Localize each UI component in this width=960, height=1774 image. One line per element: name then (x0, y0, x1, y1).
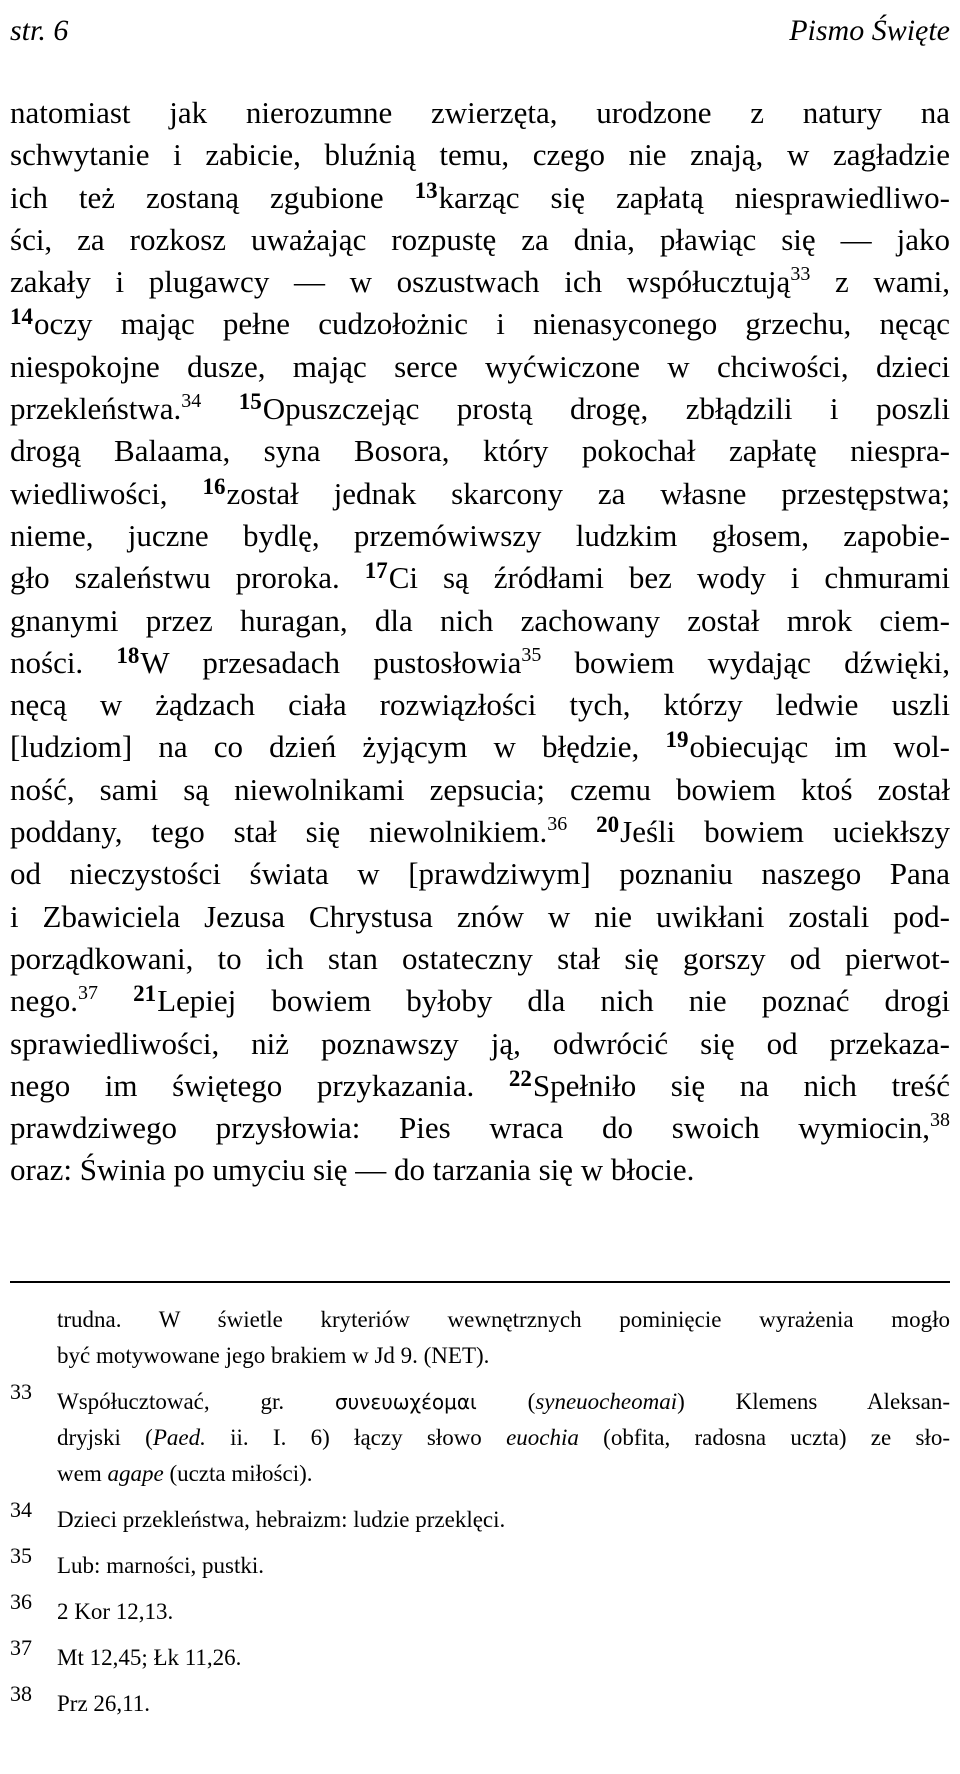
footnote-continuation (10, 1302, 950, 1374)
footnote-ref: 38 (930, 1109, 950, 1132)
book-title: Pismo Święte (789, 14, 950, 47)
verse-number: 20 (596, 812, 620, 838)
footnote-ref: 35 (521, 643, 542, 666)
text-run: został jednak skarcony za własne przestępstwa; (226, 475, 950, 511)
text-run: i Zbawiciela Jezusa Chrystusa znów w nie uwikłani zostali pod- (10, 898, 950, 934)
text-line (10, 134, 950, 176)
footnote-ref: 36 (547, 813, 568, 836)
verse-number: 14 (10, 304, 33, 330)
text-line (10, 811, 950, 853)
text-line (10, 92, 950, 134)
space (201, 391, 238, 426)
text-run: sprawiedliwości, niż poznawszy ją, odwrócić się od przekaza- (10, 1025, 950, 1061)
text-line (10, 346, 950, 388)
footnote-line: Współucztować, gr. συνευωχέομαι (syneuocheomai) Klemens Aleksan- (57, 1389, 950, 1414)
text-line (10, 726, 950, 768)
footnote-text: 2 Kor 12,13. (57, 1599, 174, 1624)
text-line (10, 177, 950, 219)
text-run: Lepiej bowiem byłoby dla nich nie poznać drogi (157, 983, 950, 1019)
text-run: gło szaleństwu proroka. (10, 560, 365, 596)
text-run: wiedliwości, (10, 475, 203, 511)
text-run: gnanymi przez huragan, dla nich zachowany został mrok ciem- (10, 602, 950, 638)
text-run: drogą Balaama, syna Bosora, który pokochał zapłatę niespra- (10, 433, 950, 469)
footnote-34 (10, 1497, 950, 1538)
text-line (10, 938, 950, 980)
verse-number: 13 (414, 177, 438, 203)
text-line (10, 853, 950, 895)
verse-number: 17 (364, 558, 388, 584)
verse-number: 18 (116, 642, 140, 668)
text-run: Jeśli bowiem uciekłszy (620, 814, 951, 850)
text-line (10, 515, 950, 557)
footnote-number: 33 (10, 1379, 32, 1404)
text-line (10, 557, 950, 599)
footnote-ref: 33 (790, 263, 811, 286)
text-run: nego. (10, 983, 79, 1019)
page-header (10, 14, 950, 54)
text-line (10, 1023, 950, 1065)
text-run: ści, za rozkosz uważając rozpustę za dnia, pławiąc się — jako (10, 221, 950, 257)
text-run: nęcą w żądzach ciała rozwiązłości tych, którzy ledwie uszli (10, 687, 950, 723)
text-run: karząc się zapłatą niesprawiedliwo- (438, 179, 950, 215)
text-line (10, 388, 950, 430)
text-run: zakały i plugawcy — w oszustwach ich współucztują (10, 264, 791, 300)
text-line (10, 980, 950, 1022)
text-run: niespokojne dusze, mając serce wyćwiczone w chciwości, dzieci (10, 348, 950, 384)
text-run: od nieczystości świata w [prawdziwym] poznaniu naszego Pana (10, 856, 950, 892)
footnote-number: 36 (10, 1589, 32, 1614)
text-line (10, 684, 950, 726)
text-run: ności. (10, 644, 117, 680)
footnote-line: wem agape (uczta miłości). (57, 1461, 313, 1486)
text-run: przekleństwa. (10, 391, 182, 427)
footnotes (10, 1302, 950, 1732)
text-run: nego im świętego przykazania. (10, 1067, 509, 1103)
text-line (10, 1065, 950, 1107)
footnote-number: 38 (10, 1681, 32, 1706)
text-run: ich też zostaną zgubione (10, 179, 415, 215)
footnote-divider (10, 1281, 950, 1283)
text-run: z wami, (810, 264, 950, 300)
text-run: ność, sami są niewolnikami zepsucia; czemu bowiem ktoś został (10, 771, 950, 807)
footnote-number: 34 (10, 1497, 32, 1522)
text-line (10, 473, 950, 515)
text-run: natomiast jak nierozumne zwierzęta, urodzone z natury na (10, 95, 950, 130)
text-run: bowiem wydając dźwięki, (541, 644, 951, 680)
footnote-text: Dzieci przekleństwa, hebraizm: ludzie przeklęci. (57, 1507, 506, 1532)
text-line (10, 642, 950, 684)
footnote-37 (10, 1635, 950, 1676)
verse-number: 19 (665, 727, 689, 753)
footnote-35 (10, 1543, 950, 1584)
verse-number: 16 (202, 473, 226, 499)
text-run: porządkowani, to ich stan ostateczny stał się gorszy od pierwot- (10, 940, 950, 976)
text-run: [ludziom] na co dzień żyjącym w błędzie, (10, 729, 666, 765)
text-line (10, 600, 950, 642)
text-run: oczy mając pełne cudzołożnic i nienasyconego grzechu, nęcąc (34, 306, 950, 342)
greek-word: συνευωχέομαι (334, 1390, 477, 1414)
footnote-number: 35 (10, 1543, 32, 1568)
text-run: oraz: Świnia po umyciu się — do tarzania się w błocie. (10, 1152, 695, 1188)
footnote-36 (10, 1589, 950, 1630)
text-line (10, 303, 950, 345)
text-run: nieme, juczne bydlę, przemówiwszy ludzkim głosem, zapobie- (10, 517, 950, 553)
footnote-38 (10, 1681, 950, 1722)
footnote-line: dryjski (Paed. ii. I. 6) łączy słowo euochia (obfita, radosna uczta) ze sło- (57, 1425, 950, 1450)
text-run: poddany, tego stał się niewolnikiem. (10, 814, 548, 850)
verse-number: 15 (238, 389, 262, 415)
footnote-text: Lub: marności, pustki. (57, 1553, 264, 1578)
verse-number: 22 (508, 1065, 532, 1091)
footnote-ref: 34 (181, 390, 202, 413)
footnote-number: 37 (10, 1635, 32, 1660)
text-run: Ci są źródłami bez wody i chmurami (388, 560, 950, 596)
text-line (10, 896, 950, 938)
footnote-line: trudna. W świetle kryteriów wewnętrznych pominięcie wyrażenia mogło (57, 1307, 950, 1332)
text-run: W przesadach pustosłowia (140, 644, 522, 680)
page-number: str. 6 (10, 14, 69, 47)
text-run: Spełniło się na nich treść (532, 1067, 950, 1103)
text-line (10, 1107, 950, 1149)
text-line (10, 261, 950, 303)
text-run: obiecując im wol- (689, 729, 951, 765)
text-run: Opuszczejąc prostą drogę, zbłądzili i poszli (262, 391, 950, 427)
text-line (10, 430, 950, 472)
text-line (10, 1149, 950, 1191)
text-line (10, 219, 950, 261)
footnote-line: być motywowane jego brakiem w Jd 9. (NET). (57, 1343, 490, 1368)
footnote-text: Mt 12,45; Łk 11,26. (57, 1645, 242, 1670)
text-run: schwytanie i zabicie, bluźnią temu, czego nie znają, w zagładzie (10, 137, 950, 173)
footnote-33 (10, 1379, 950, 1492)
footnote-ref: 37 (78, 982, 99, 1005)
verse-number: 21 (133, 981, 157, 1007)
footnote-text: Prz 26,11. (57, 1691, 151, 1716)
text-run: prawdziwego przysłowia: Pies wraca do swoich wymiocin, (10, 1110, 930, 1146)
body-text (10, 92, 950, 1192)
space (98, 983, 133, 1018)
text-line (10, 769, 950, 811)
space (567, 814, 596, 849)
